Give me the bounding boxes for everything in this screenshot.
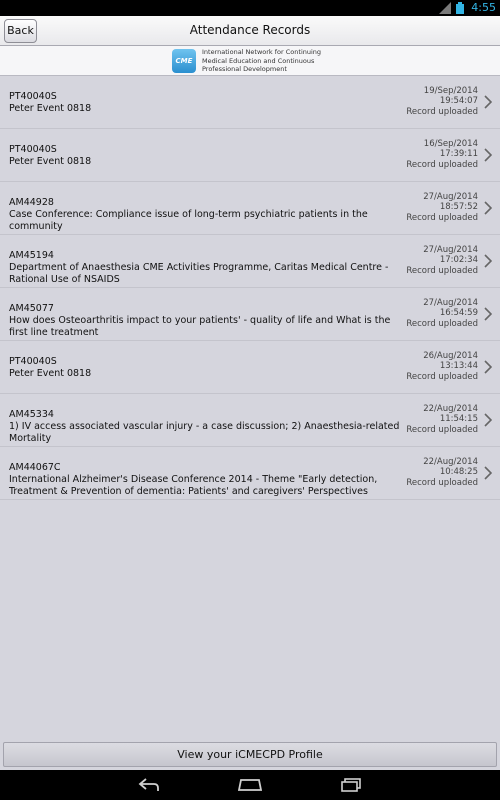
chevron-right-icon [484, 95, 492, 109]
record-row[interactable] [0, 394, 500, 447]
record-code: AM45194 [9, 250, 54, 261]
chevron-right-icon [484, 254, 492, 268]
chevron-right-icon [484, 413, 492, 427]
record-time: 17:39:11 [439, 149, 478, 159]
record-status: Record uploaded [406, 372, 478, 382]
record-title: How does Osteoarthritis impact to your patients' - quality of life and What is the first line treatment [9, 315, 391, 338]
record-row[interactable] [0, 235, 500, 288]
record-title: Peter Event 0818 [9, 368, 92, 379]
record-row[interactable] [0, 76, 500, 129]
page-title: Attendance Records [189, 23, 311, 37]
record-row[interactable] [0, 341, 500, 394]
record-status: Record uploaded [406, 266, 478, 276]
record-code: AM45077 [9, 303, 54, 314]
header-bar [0, 16, 500, 46]
record-time: 19:54:07 [439, 96, 478, 106]
status-bar [0, 0, 500, 16]
battery-icon [456, 2, 464, 14]
record-title: Peter Event 0818 [9, 156, 92, 167]
navigation-bar [0, 770, 500, 800]
cme-logo-icon: CME [172, 49, 196, 73]
record-date: 22/Aug/2014 [423, 457, 478, 467]
record-time: 10:48:25 [439, 467, 478, 477]
record-date: 26/Aug/2014 [423, 351, 478, 361]
view-profile-button[interactable]: View your iCMECPD Profile [3, 742, 497, 767]
status-icons [439, 2, 464, 14]
chevron-right-icon [484, 466, 492, 480]
record-date: 22/Aug/2014 [423, 404, 478, 414]
record-time: 13:13:44 [439, 361, 478, 371]
record-code: AM44928 [9, 197, 54, 208]
home-nav-icon[interactable] [238, 778, 262, 792]
record-date: 27/Aug/2014 [423, 298, 478, 308]
record-title: Case Conference: Compliance issue of long-term psychiatric patients in the community [9, 209, 368, 232]
record-row[interactable] [0, 447, 500, 500]
back-button[interactable]: Back [4, 19, 37, 43]
chevron-right-icon [484, 201, 492, 215]
record-code: PT40040S [9, 144, 57, 155]
chevron-right-icon [484, 360, 492, 374]
record-status: Record uploaded [406, 160, 478, 170]
record-row[interactable] [0, 182, 500, 235]
chevron-right-icon [484, 148, 492, 162]
record-row[interactable] [0, 288, 500, 341]
record-date: 27/Aug/2014 [423, 245, 478, 255]
record-row[interactable] [0, 129, 500, 182]
signal-icon [439, 2, 451, 14]
record-status: Record uploaded [406, 319, 478, 329]
record-date: 27/Aug/2014 [423, 192, 478, 202]
status-time: 4:55 [471, 1, 496, 14]
record-time: 16:54:59 [439, 308, 478, 318]
record-code: AM45334 [9, 409, 54, 420]
record-date: 16/Sep/2014 [423, 139, 478, 149]
record-title: Peter Event 0818 [9, 103, 92, 114]
record-status: Record uploaded [406, 107, 478, 117]
record-code: PT40040S [9, 356, 57, 367]
record-title: 1) IV access associated vascular injury - a case discussion; 2) Anaesthesia-related Mortality [9, 421, 400, 444]
record-code: PT40040S [9, 91, 57, 102]
recent-apps-icon[interactable] [340, 778, 362, 792]
record-date: 19/Sep/2014 [423, 86, 478, 96]
record-status: Record uploaded [406, 213, 478, 223]
back-nav-icon[interactable] [138, 778, 160, 792]
record-status: Record uploaded [406, 425, 478, 435]
record-title: International Alzheimer's Disease Conference 2014 - Theme "Early detection, Treatment & Prevention of dementia: Patients' and caregivers' Perspectives [9, 474, 378, 497]
chevron-right-icon [484, 307, 492, 321]
organization-banner [0, 46, 500, 76]
record-code: AM44067C [9, 462, 61, 473]
record-time: 17:02:34 [439, 255, 478, 265]
record-time: 11:54:15 [439, 414, 478, 424]
record-title: Department of Anaesthesia CME Activities Programme, Caritas Medical Centre - Rational Use of NSAIDS [9, 262, 389, 285]
organization-name: International Network for Continuing Medical Education and Continuous Professional Development [202, 48, 322, 73]
record-status: Record uploaded [406, 478, 478, 488]
attendance-record-list [0, 76, 500, 500]
record-time: 18:57:52 [439, 202, 478, 212]
